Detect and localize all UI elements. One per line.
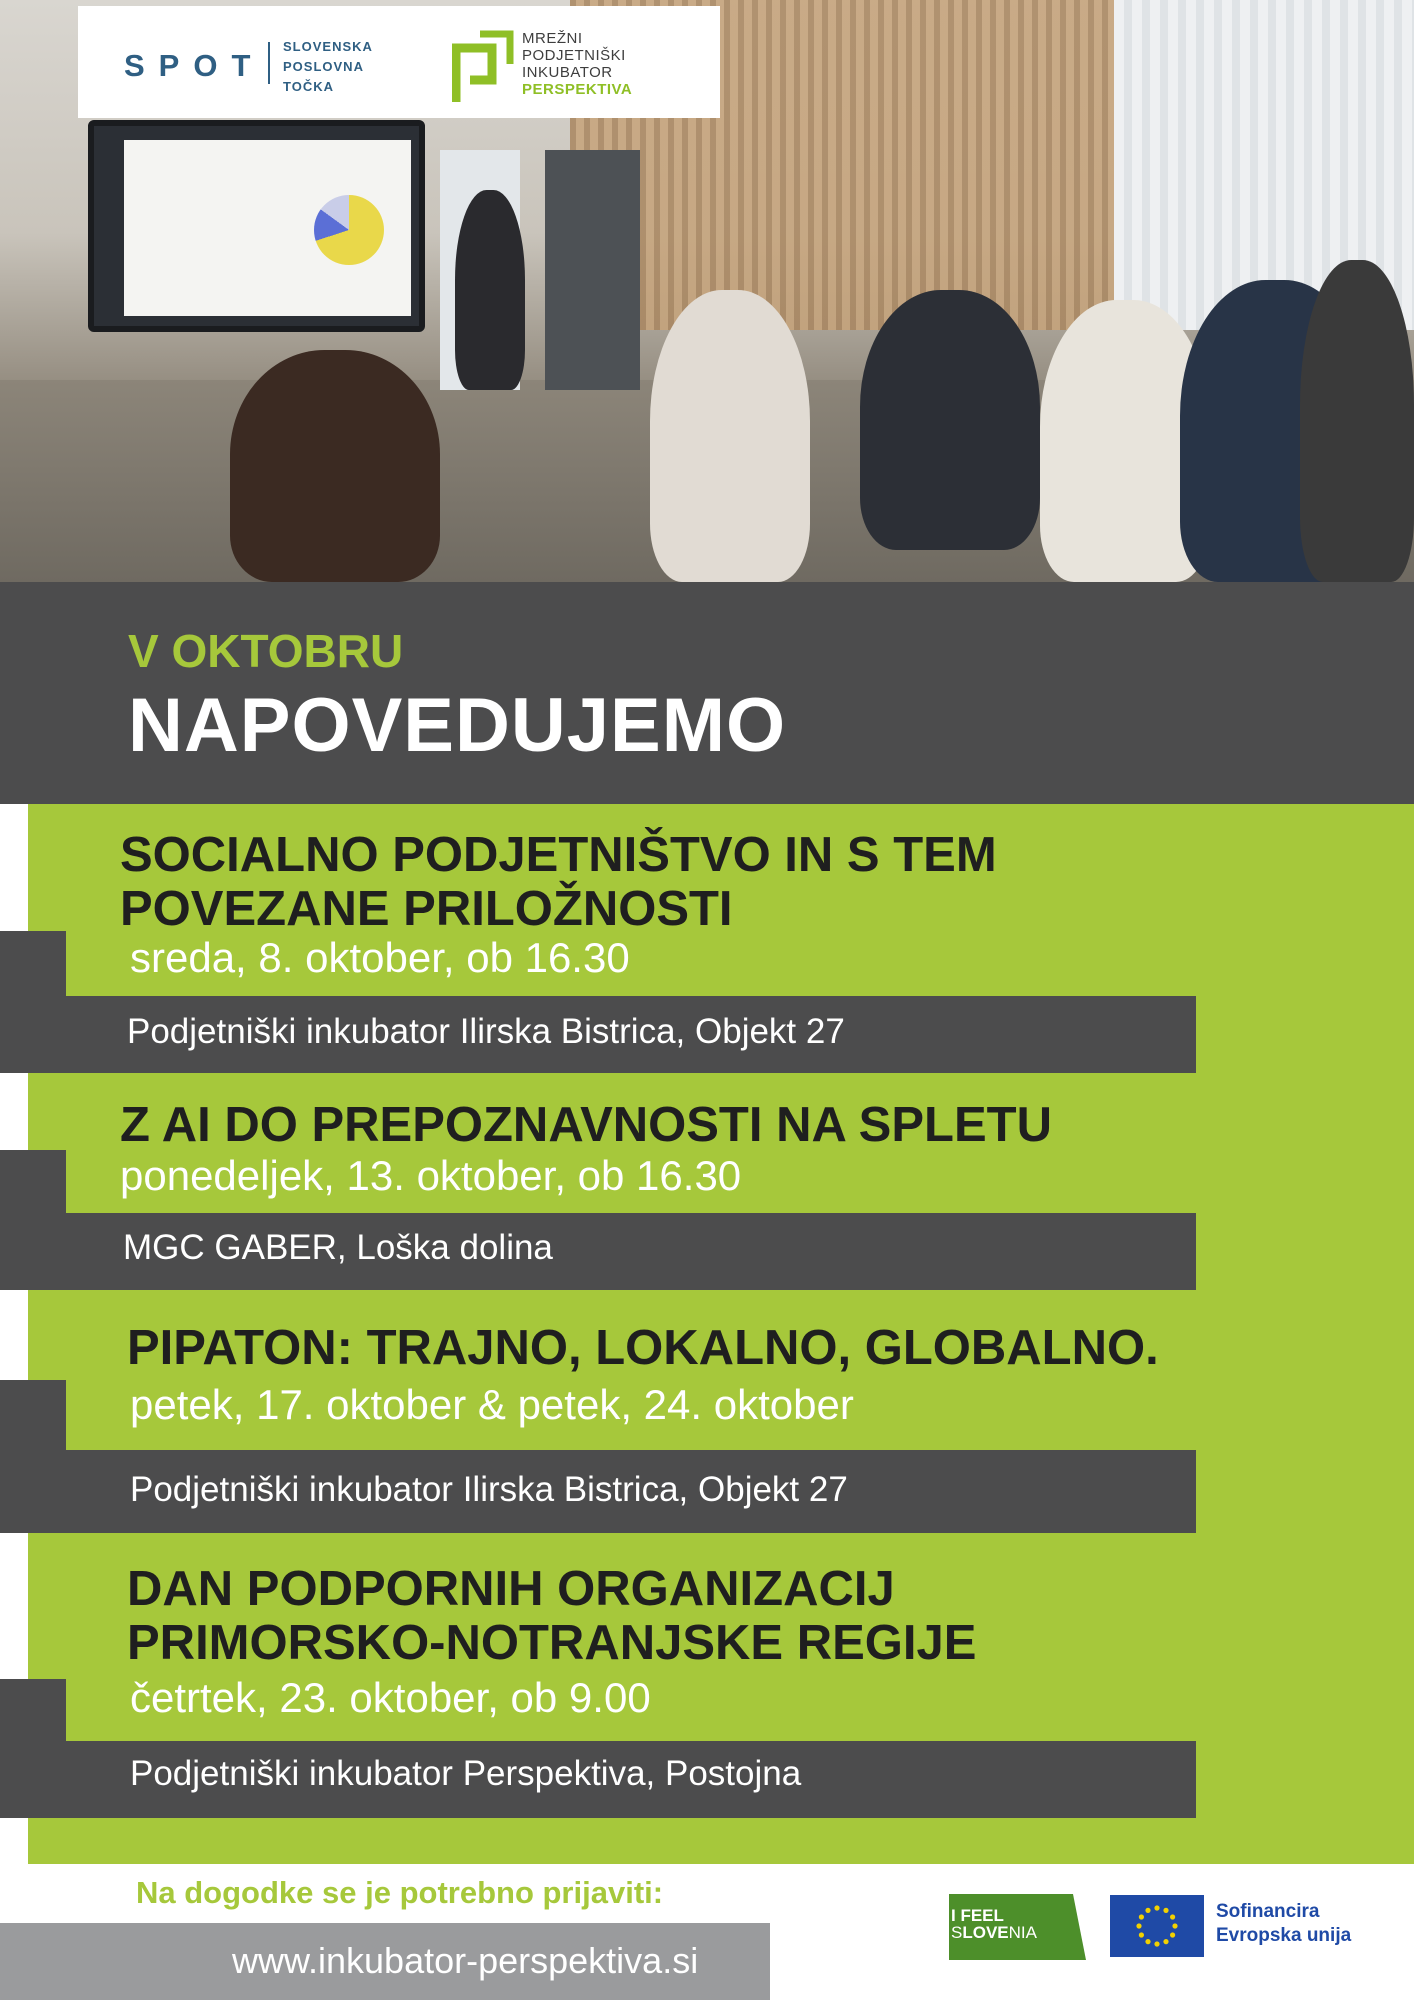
perspektiva-logo-text: MREŽNI PODJETNIŠKI INKUBATOR PERSPEKTIVA bbox=[522, 30, 633, 98]
event-2-title: Z AI DO PREPOZNAVNOSTI NA SPLETU bbox=[120, 1098, 1052, 1152]
event-4-location: Podjetniški inkubator Perspektiva, Postojna bbox=[130, 1754, 802, 1793]
event-3-date: petek, 17. oktober & petek, 24. oktober bbox=[130, 1381, 854, 1428]
eu-cofunding-text: Sofinancira Evropska unija bbox=[1216, 1901, 1352, 1946]
event-1-date: sreda, 8. oktober, ob 16.30 bbox=[130, 934, 630, 981]
page-title: NAPOVEDUJEMO bbox=[128, 683, 787, 768]
event-2-location: MGC GABER, Loška dolina bbox=[123, 1228, 553, 1267]
i-feel-slovenia-text: I FEEL SLOVENIA bbox=[951, 1906, 1037, 1942]
logo-divider bbox=[268, 42, 270, 84]
event-2-tab bbox=[0, 1150, 66, 1213]
event-3-tab bbox=[0, 1380, 66, 1450]
website-link[interactable]: www.inkubator-perspektiva.si bbox=[232, 1940, 699, 1981]
event-4-tab bbox=[0, 1679, 66, 1741]
event-1-title: SOCIALNO PODJETNIŠTVO IN S TEM POVEZANE PRILOŽNOSTI bbox=[120, 828, 997, 936]
perspektiva-logo-icon bbox=[452, 30, 514, 102]
event-1-tab bbox=[0, 931, 66, 996]
event-4-date: četrtek, 23. oktober, ob 9.00 bbox=[130, 1674, 651, 1721]
eu-flag-icon bbox=[1110, 1895, 1204, 1957]
header-kicker: V OKTOBRU bbox=[128, 625, 404, 677]
event-2-date: ponedeljek, 13. oktober, ob 16.30 bbox=[120, 1152, 742, 1199]
event-1-location: Podjetniški inkubator Ilirska Bistrica, Objekt 27 bbox=[127, 1012, 845, 1051]
registration-note: Na dogodke se je potrebno prijaviti: bbox=[136, 1875, 664, 1910]
event-3-title: PIPATON: TRAJNO, LOKALNO, GLOBALNO. bbox=[127, 1321, 1159, 1375]
event-4-title: DAN PODPORNIH ORGANIZACIJ PRIMORSKO-NOTRANJSKE REGIJE bbox=[127, 1562, 977, 1670]
event-3-location: Podjetniški inkubator Ilirska Bistrica, Objekt 27 bbox=[130, 1470, 848, 1509]
spot-logo-subtitle: SLOVENSKA POSLOVNA TOČKA bbox=[283, 39, 373, 94]
spot-logo-word: SPOT bbox=[124, 48, 265, 83]
presentation-screen bbox=[88, 120, 425, 332]
